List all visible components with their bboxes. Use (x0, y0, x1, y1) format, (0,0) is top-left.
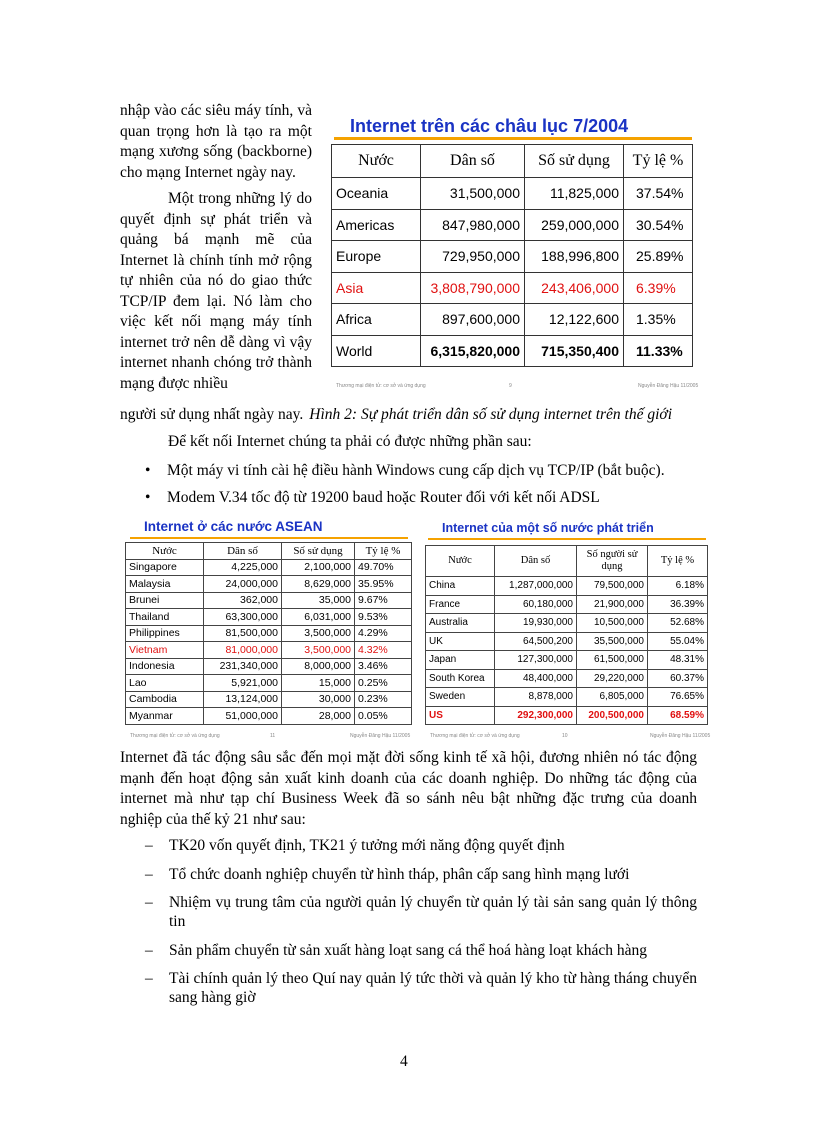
figure-caption: Hình 2: Sự phát triển dân số sử dụng internet trên thế giới (309, 406, 672, 423)
bullet-item (145, 489, 600, 507)
users-cell: 12,122,600 (525, 304, 624, 336)
rate-cell: 3.46% (355, 658, 412, 675)
rate-cell: 68.59% (648, 706, 708, 725)
header-cell: Nước (426, 546, 495, 577)
country-cell: China (426, 577, 495, 596)
country-cell: UK (426, 632, 495, 651)
list-item-text: Tổ chức doanh nghiệp chuyển từ hình tháp, phân cấp sang hình mạng lưới (169, 866, 630, 883)
rate-cell: 6.18% (648, 577, 708, 596)
bullet-text: Modem V.34 tốc độ từ 19200 baud hoặc Router đối với kết nối ADSL (167, 489, 600, 506)
header-cell: Nước (332, 145, 421, 178)
population-cell: 362,000 (204, 592, 282, 609)
table-header-row (426, 546, 708, 577)
rate-cell: 35.95% (355, 576, 412, 593)
dash-icon: – (145, 866, 153, 883)
country-cell: South Korea (426, 669, 495, 688)
continents-title-rule (334, 137, 692, 140)
population-cell: 81,000,000 (204, 642, 282, 659)
rate-cell: 30.54% (624, 209, 693, 241)
list-item-text: TK20 vốn quyết định, TK21 ý tưởng mới năng động quyết định (169, 837, 565, 854)
country-cell: Sweden (426, 688, 495, 707)
users-cell: 6,031,000 (282, 609, 355, 626)
rate-cell: 49.70% (355, 559, 412, 576)
table-row (126, 576, 412, 593)
population-cell: 19,930,000 (495, 614, 577, 633)
table-row (426, 669, 708, 688)
rate-cell: 37.54% (624, 178, 693, 210)
slide-footer-right: Nguyễn Đăng Hậu 11/2005 (638, 383, 699, 389)
slide-footer-number: 9 (509, 383, 512, 389)
bullet-icon: • (145, 489, 151, 506)
list-item (145, 941, 697, 960)
table-header-row (332, 145, 693, 178)
users-cell: 188,996,800 (525, 241, 624, 273)
population-cell: 60,180,000 (495, 595, 577, 614)
population-cell: 1,287,000,000 (495, 577, 577, 596)
country-cell: Singapore (126, 559, 204, 576)
rate-cell: 0.05% (355, 708, 412, 725)
rate-cell: 6.39% (624, 272, 693, 304)
country-cell: US (426, 706, 495, 725)
list-item (145, 836, 697, 855)
users-cell: 10,500,000 (577, 614, 648, 633)
dash-icon: – (145, 970, 153, 987)
slide-footer-number: 10 (562, 733, 568, 739)
table-row (126, 708, 412, 725)
header-cell: Tỷ lệ % (624, 145, 693, 178)
population-cell: 127,300,000 (495, 651, 577, 670)
country-cell: Myanmar (126, 708, 204, 725)
population-cell: 8,878,000 (495, 688, 577, 707)
table-header-row (126, 543, 412, 560)
rate-cell: 0.23% (355, 691, 412, 708)
table-row (126, 691, 412, 708)
header-cell: Dân số (204, 543, 282, 560)
rate-cell: 4.29% (355, 625, 412, 642)
country-cell: Japan (426, 651, 495, 670)
rate-cell: 4.32% (355, 642, 412, 659)
bullet-text: Một máy vi tính cài hệ điều hành Windows cung cấp dịch vụ TCP/IP (bắt buộc). (167, 462, 665, 479)
country-cell: Indonesia (126, 658, 204, 675)
users-cell: 29,220,000 (577, 669, 648, 688)
country-cell: Philippines (126, 625, 204, 642)
users-cell: 28,000 (282, 708, 355, 725)
rate-cell: 48.31% (648, 651, 708, 670)
rate-cell: 9.67% (355, 592, 412, 609)
users-cell: 243,406,000 (525, 272, 624, 304)
rate-cell: 11.33% (624, 335, 693, 367)
table-row (426, 651, 708, 670)
country-cell: Americas (332, 209, 421, 241)
slide-footer-number: 11 (270, 733, 276, 739)
table-row-highlighted (332, 272, 693, 304)
slide-footer-left: Thương mại điện tử: cơ sở và ứng dụng (130, 733, 220, 739)
country-cell: Malaysia (126, 576, 204, 593)
table-row (126, 675, 412, 692)
caption-lead-text: người sử dụng nhất ngày nay. (120, 406, 304, 423)
users-cell: 61,500,000 (577, 651, 648, 670)
developed-table (425, 545, 708, 725)
population-cell: 13,124,000 (204, 691, 282, 708)
population-cell: 847,980,000 (421, 209, 525, 241)
country-cell: France (426, 595, 495, 614)
slide-footer-right: Nguyễn Đăng Hậu 11/2005 (350, 733, 411, 739)
population-cell: 231,340,000 (204, 658, 282, 675)
population-cell: 64,500,200 (495, 632, 577, 651)
country-cell: Lao (126, 675, 204, 692)
population-cell: 24,000,000 (204, 576, 282, 593)
rate-cell: 55.04% (648, 632, 708, 651)
table-row (126, 559, 412, 576)
users-cell: 35,000 (282, 592, 355, 609)
list-item-text: Sản phẩm chuyển từ sản xuất hàng loạt sang cá thể hoá hàng loạt khách hàng (169, 942, 647, 959)
intro-paragraph-2: Một trong những lý do quyết định sự phát triển và quảng bá mạnh mẽ của Internet là chính tính mở rộng tự nhiên của nó do giao thức TCP/IP đem lại. Nó làm cho việc kết nối mạng máy tính internet trở nên dễ dàng vì vậy internet nhanh chóng trở thành mạng được nhiều (120, 190, 312, 392)
asean-title-rule (130, 537, 408, 539)
population-cell: 3,808,790,000 (421, 272, 525, 304)
dash-icon: – (145, 894, 153, 911)
header-cell: Số người sử dụng (577, 546, 648, 577)
table-row (332, 241, 693, 273)
figure-caption-line (120, 406, 672, 424)
country-cell: Brunei (126, 592, 204, 609)
asean-table-title: Internet ở các nước ASEAN (144, 519, 323, 534)
users-cell: 259,000,000 (525, 209, 624, 241)
list-item (145, 893, 697, 931)
developed-table-title: Internet của một số nước phát triển (442, 521, 654, 535)
header-cell: Số sử dụng (282, 543, 355, 560)
population-cell: 51,000,000 (204, 708, 282, 725)
header-cell: Tỷ lệ % (355, 543, 412, 560)
header-cell: Dân số (421, 145, 525, 178)
header-cell: Tỷ lệ % (648, 546, 708, 577)
users-cell: 8,629,000 (282, 576, 355, 593)
users-cell: 8,000,000 (282, 658, 355, 675)
rate-cell: 25.89% (624, 241, 693, 273)
users-cell: 3,500,000 (282, 642, 355, 659)
population-cell: 48,400,000 (495, 669, 577, 688)
country-cell: Oceania (332, 178, 421, 210)
population-cell: 292,300,000 (495, 706, 577, 725)
users-cell: 35,500,000 (577, 632, 648, 651)
slide-footer-left: Thương mại điện tử: cơ sở và ứng dụng (430, 733, 520, 739)
page-number: 4 (400, 1053, 408, 1070)
population-cell: 6,315,820,000 (421, 335, 525, 367)
impact-paragraph: Internet đã tác động sâu sắc đến mọi mặt đời sống kinh tế xã hội, đương nhiên nó tác động mạnh đến hoạt động sản xuất kinh doanh của các doanh nghiệp. Do những tác động của internet mà như tạp chí Business Week đã so sánh nêu bật những đặc trưng của doanh nghiệp của thế kỷ 21 như sau: (120, 749, 697, 828)
table-row (332, 209, 693, 241)
table-row (426, 632, 708, 651)
table-row (426, 577, 708, 596)
slide-footer-right: Nguyễn Đăng Hậu 11/2005 (650, 733, 711, 739)
users-cell: 3,500,000 (282, 625, 355, 642)
header-cell: Số sử dụng (525, 145, 624, 178)
header-cell: Nước (126, 543, 204, 560)
users-cell: 2,100,000 (282, 559, 355, 576)
list-item-text: Nhiệm vụ trung tâm của người quản lý chuyển từ quản lý tài sản sang quản lý thông tin (169, 894, 697, 930)
population-cell: 81,500,000 (204, 625, 282, 642)
country-cell: Vietnam (126, 642, 204, 659)
rate-cell: 0.25% (355, 675, 412, 692)
header-cell: Dân số (495, 546, 577, 577)
connect-paragraph: Để kết nối Internet chúng ta phải có được những phần sau: (168, 433, 532, 450)
table-row (332, 178, 693, 210)
rate-cell: 1.35% (624, 304, 693, 336)
table-row-highlighted (126, 642, 412, 659)
users-cell: 715,350,400 (525, 335, 624, 367)
dash-icon: – (145, 837, 153, 854)
rate-cell: 36.39% (648, 595, 708, 614)
users-cell: 79,500,000 (577, 577, 648, 596)
table-row (126, 592, 412, 609)
country-cell: Europe (332, 241, 421, 273)
table-row (332, 304, 693, 336)
population-cell: 897,600,000 (421, 304, 525, 336)
list-item (145, 969, 697, 1007)
country-cell: Thailand (126, 609, 204, 626)
users-cell: 200,500,000 (577, 706, 648, 725)
table-row-highlighted (426, 706, 708, 725)
population-cell: 729,950,000 (421, 241, 525, 273)
country-cell: Cambodia (126, 691, 204, 708)
country-cell: Australia (426, 614, 495, 633)
population-cell: 5,921,000 (204, 675, 282, 692)
rate-cell: 9.53% (355, 609, 412, 626)
users-cell: 15,000 (282, 675, 355, 692)
population-cell: 63,300,000 (204, 609, 282, 626)
bullet-icon: • (145, 462, 151, 479)
slide-footer-left: Thương mại điện tử: cơ sở và ứng dụng (336, 383, 426, 389)
rate-cell: 76.65% (648, 688, 708, 707)
table-row (126, 625, 412, 642)
table-row (126, 658, 412, 675)
intro-column (120, 101, 312, 394)
list-item (145, 865, 697, 884)
country-cell: Africa (332, 304, 421, 336)
table-row (426, 595, 708, 614)
rate-cell: 52.68% (648, 614, 708, 633)
list-item-text: Tài chính quản lý theo Quí nay quản lý tức thời và quản lý kho từ hàng tháng chuyển sang hàng giờ (169, 970, 697, 1006)
table-row (126, 609, 412, 626)
developed-title-rule (428, 538, 706, 540)
population-cell: 4,225,000 (204, 559, 282, 576)
users-cell: 11,825,000 (525, 178, 624, 210)
country-cell: World (332, 335, 421, 367)
table-row-total (332, 335, 693, 367)
users-cell: 6,805,000 (577, 688, 648, 707)
bullet-item (145, 462, 665, 480)
population-cell: 31,500,000 (421, 178, 525, 210)
asean-table (125, 542, 412, 725)
rate-cell: 60.37% (648, 669, 708, 688)
users-cell: 30,000 (282, 691, 355, 708)
table-row (426, 614, 708, 633)
table-row (426, 688, 708, 707)
dash-icon: – (145, 942, 153, 959)
continents-table-title: Internet trên các châu lục 7/2004 (350, 116, 629, 136)
country-cell: Asia (332, 272, 421, 304)
intro-paragraph-1: nhập vào các siêu máy tính, và quan trọng hơn là tạo ra một mạng xương sống (backborne) cho mạng Internet ngày nay. (120, 102, 312, 181)
continents-table (331, 144, 693, 367)
users-cell: 21,900,000 (577, 595, 648, 614)
